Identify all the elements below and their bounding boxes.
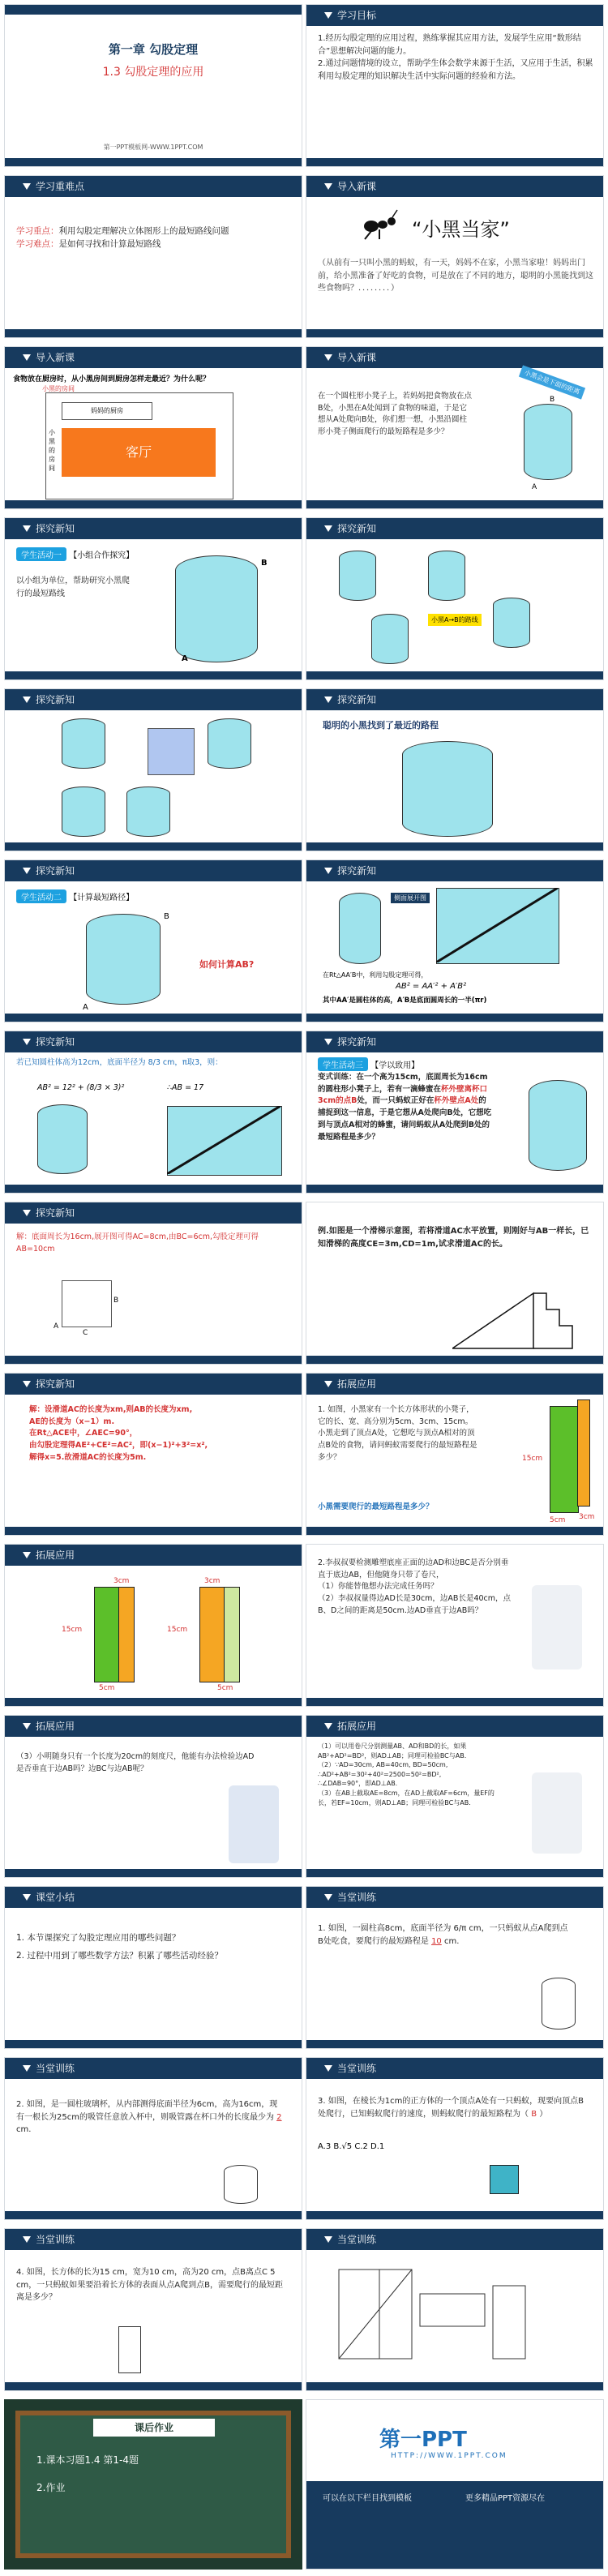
practice3-slide[interactable] bbox=[306, 2057, 604, 2220]
practice-text: 4. 如图，长方体的长为15 cm，宽为10 cm，高为20 cm，点B离点C 5 cm，一只蚂蚁如果要沿着长方体的表面从点A爬到点B，需要爬行的最短距离是多少？ bbox=[16, 2268, 283, 2302]
practice-answer: 2 bbox=[276, 2112, 282, 2122]
footer-bar bbox=[5, 500, 302, 508]
cylinder bbox=[339, 893, 381, 964]
stool-cylinder bbox=[524, 404, 572, 480]
formula-2: ∴AB = 17 bbox=[167, 1083, 204, 1092]
cube bbox=[490, 2165, 519, 2194]
header-text: 探究新知 bbox=[36, 694, 75, 705]
dim-width: 3cm bbox=[579, 1513, 595, 1521]
explore-activity3-slide[interactable] bbox=[306, 1031, 604, 1194]
point-a: A bbox=[54, 1322, 59, 1331]
point-c: C bbox=[83, 1329, 88, 1337]
activity-tag: 学生活动一 bbox=[16, 547, 66, 561]
intro-stool-slide[interactable] bbox=[306, 346, 604, 509]
triangle-icon bbox=[23, 1039, 31, 1045]
extend-statue-slide[interactable] bbox=[306, 1544, 604, 1707]
cylinder bbox=[339, 551, 376, 601]
point-b: B bbox=[261, 559, 268, 568]
ant-icon bbox=[355, 208, 404, 241]
cylinder bbox=[402, 741, 493, 837]
cylinder bbox=[175, 555, 258, 662]
site-credit: 第一PPT模板网-WWW.1PPT.COM bbox=[103, 144, 203, 151]
formula-1: AB² = 12² + (8/3 × 3)² bbox=[37, 1083, 125, 1092]
brand-slide[interactable] bbox=[306, 2399, 604, 2570]
triangle-icon bbox=[23, 183, 31, 190]
cylinder bbox=[493, 598, 530, 648]
q3-text: （3）小明随身只有一个长度为20cm的刻度尺，他能有办法检验边AD是否垂直于边AB吗？边BC与边AB呢？ bbox=[16, 1752, 255, 1773]
solution-text: 解：底面周长为16cm,展开图可得AC=8cm,由BC=6cm,勾股定理可得AB=10cm bbox=[16, 1232, 259, 1254]
practice-answer: B bbox=[531, 2109, 537, 2119]
summary-slide[interactable] bbox=[4, 1886, 302, 2049]
activity-title: 【学以致用】 bbox=[370, 1061, 420, 1070]
unfold-b bbox=[199, 1587, 225, 1682]
dim-height: 15cm bbox=[522, 1455, 543, 1463]
activity-tag: 学生活动二 bbox=[16, 889, 66, 903]
title-top-bar bbox=[5, 5, 302, 15]
slide-diagram bbox=[452, 1277, 582, 1350]
practice-text-end: ） bbox=[539, 2109, 548, 2119]
extend-text: 1. 如图，小黑家有一个长方体形状的小凳子，它的长、宽、高分别为5cm、3cm、15cm。小黑走到了顶点A处，它想吃与顶点A相对的顶点B处的食物，请问蚂蚁需要爬行的最短路程是多少？ bbox=[318, 1405, 477, 1462]
footer-bar bbox=[306, 158, 603, 166]
triangle-icon bbox=[23, 2065, 31, 2072]
extend-q3-slide[interactable] bbox=[4, 1715, 302, 1878]
footer-bar bbox=[5, 2040, 302, 2048]
footer-bar bbox=[306, 329, 603, 337]
goals-slide[interactable] bbox=[306, 4, 604, 167]
slide-header bbox=[5, 2229, 302, 2250]
dim-b-width: 3cm bbox=[204, 1577, 221, 1585]
statue-question: 2.李叔叔要检测雕塑底座正面的边AD和边BC是否分别垂直于底边AB，但他随身只带了卷尺， bbox=[318, 1558, 509, 1579]
title-slide[interactable] bbox=[4, 4, 302, 167]
header-text: 探究新知 bbox=[337, 865, 377, 877]
dim-b-height: 15cm bbox=[167, 1626, 188, 1634]
formula: AB² = AA′² + A′B² bbox=[396, 982, 467, 991]
slide-header bbox=[5, 1545, 302, 1566]
cylinder bbox=[126, 787, 170, 837]
summary-q1: 1. 本节课探究了勾股定理应用的哪些问题？ bbox=[16, 1933, 181, 1943]
triangle-icon bbox=[23, 1723, 31, 1729]
variant-text: 变式训练：在一个高为15cm，底面周长为16cm的圆柱形小凳子上，若有一滴蜂蜜在 bbox=[318, 1073, 488, 1094]
slide-header bbox=[5, 518, 302, 539]
slide-header bbox=[306, 2058, 603, 2079]
key-label: 学习重点： bbox=[16, 226, 59, 236]
solution-line: 由勾股定理得AE²+CE²=AC²，即(x−1)²+3²=x², bbox=[29, 1441, 208, 1451]
answer-line: ∴∠DAB=90°，即AD⊥AB. bbox=[318, 1780, 398, 1788]
slide-header bbox=[306, 1716, 603, 1737]
key-text: 利用勾股定理解决立体图形上的最短路线问题 bbox=[58, 226, 229, 236]
footer-bar bbox=[306, 1185, 603, 1193]
triangle-icon bbox=[324, 1894, 332, 1901]
footer-bar bbox=[5, 1185, 302, 1193]
footer-bar bbox=[5, 1356, 302, 1364]
practice2-slide[interactable] bbox=[4, 2057, 302, 2220]
dim-a-length: 5cm bbox=[99, 1684, 115, 1692]
footer-bar bbox=[5, 2211, 302, 2219]
solution-line: AE的长度为（x−1）m. bbox=[29, 1417, 115, 1426]
footer-bar bbox=[5, 1014, 302, 1022]
triangle-icon bbox=[23, 354, 31, 361]
activity-tag: 学生活动三 bbox=[318, 1057, 368, 1071]
slide-header bbox=[306, 176, 603, 197]
section-title: 1.3 勾股定理的应用 bbox=[102, 66, 204, 79]
brand-url[interactable]: HTTP://WWW.1PPT.COM bbox=[391, 2452, 507, 2460]
footer-bar bbox=[5, 158, 302, 166]
header-text: 课堂小结 bbox=[36, 1892, 75, 1903]
footer-bar bbox=[5, 2382, 302, 2390]
unfold-a bbox=[94, 1587, 120, 1682]
cup-cylinder bbox=[224, 2165, 258, 2204]
header-text: 学习目标 bbox=[337, 10, 377, 21]
homework-slide[interactable] bbox=[4, 2399, 302, 2570]
answer-line: （1）可以用卷尺分别测量AB、AD和BD的长，如果AB²+AD²=BD²，则AD⊥AB；同理可检验BC与AB. bbox=[318, 1742, 467, 1759]
summary-q2: 2. 过程中用到了哪些数学方法？积累了哪些活动经验？ bbox=[16, 1951, 223, 1961]
cylinder bbox=[428, 551, 465, 601]
statue-q2: （2）李叔叔量得边AD长是30cm，边AB长是40cm，点B、D之间的距离是50cm.边AD垂直于边AB吗？ bbox=[318, 1594, 512, 1615]
statue-image bbox=[532, 1772, 582, 1854]
header-text: 当堂训练 bbox=[36, 2063, 75, 2074]
triangle-icon bbox=[23, 1894, 31, 1901]
explore-shortest-slide[interactable] bbox=[306, 688, 604, 851]
triangle-icon bbox=[324, 1039, 332, 1045]
example-text: 例.如图是一个滑梯示意图，若将滑道AC水平放置，则刚好与AB一样长，已知滑梯的高度CE=3m,CD=1m,试求滑道AC的长。 bbox=[318, 1227, 589, 1249]
header-text: 当堂训练 bbox=[36, 2234, 75, 2245]
slide-header bbox=[306, 347, 603, 368]
triangle-icon bbox=[23, 1381, 31, 1387]
explore-unfold-slide[interactable] bbox=[4, 688, 302, 851]
formula-intro: 在Rt△AA′B中，利用勾股定理可得， bbox=[323, 971, 428, 979]
calc-text: 若已知圆柱体高为12cm，底面半径为 8/3 cm，π取3，则： bbox=[16, 1058, 223, 1067]
key-label: 学习难点： bbox=[16, 239, 59, 250]
path-question: 食物放在厨房时，从小黑房间到厨房怎样走最近？为什么呢？ bbox=[13, 375, 211, 384]
header-text: 拓展应用 bbox=[36, 1721, 75, 1732]
header-text: 探究新知 bbox=[36, 865, 75, 877]
dim-b-length: 5cm bbox=[217, 1684, 233, 1692]
practice1-slide[interactable] bbox=[306, 1886, 604, 2049]
practice-options: A.3 B.√5 C.2 D.1 bbox=[318, 2142, 385, 2151]
triangle-icon bbox=[324, 868, 332, 874]
statue-q1: （1）你能替他想办法完成任务吗？ bbox=[318, 1582, 439, 1592]
key-text: 是如何寻找和计算最短路线 bbox=[58, 239, 161, 250]
unfold-b-side bbox=[224, 1587, 240, 1682]
header-text: 导入新课 bbox=[36, 352, 75, 363]
cylinder bbox=[86, 914, 161, 1005]
triangle-icon bbox=[324, 2236, 332, 2243]
slide-header bbox=[306, 860, 603, 881]
cylinder bbox=[208, 718, 251, 769]
triangle-icon bbox=[324, 1381, 332, 1387]
footer-bar bbox=[306, 1869, 603, 1877]
explore-solution-slide[interactable] bbox=[4, 1202, 302, 1365]
footer-bar bbox=[5, 1869, 302, 1877]
triangle-icon bbox=[23, 525, 31, 532]
cylinder bbox=[542, 1978, 576, 2030]
variant-highlight: 杯外壁点A处 bbox=[434, 1096, 479, 1106]
speech-bubble: 小黑会是下面的距离 bbox=[519, 365, 585, 399]
story-text: （从前有一只叫小黑的蚂蚁，有一天，妈妈不在家，小黑当家啦！妈妈出门前，给小黑准备了好吃的食物，可是放在了不同的地方，聪明的小黑能找到这些食物吗？．．．．．．．．） bbox=[318, 259, 593, 293]
practice5-slide[interactable] bbox=[306, 2228, 604, 2391]
header-text: 探究新知 bbox=[36, 1207, 75, 1219]
footer-bar bbox=[306, 2040, 603, 2048]
activity-title: 【小组合作探究】 bbox=[69, 551, 135, 560]
dim-a-width: 3cm bbox=[113, 1577, 130, 1585]
footer-bar bbox=[306, 1698, 603, 1706]
cylinder bbox=[62, 787, 105, 837]
intro-path-slide[interactable] bbox=[4, 346, 302, 509]
explore-calc-slide[interactable] bbox=[4, 1031, 302, 1194]
practice-answer: 10 bbox=[431, 1936, 442, 1946]
extend-answers-slide[interactable] bbox=[306, 1715, 604, 1878]
slide-header bbox=[306, 689, 603, 710]
header-text: 当堂训练 bbox=[337, 2234, 377, 2245]
footer-bar bbox=[306, 671, 603, 679]
slide-header bbox=[306, 1887, 603, 1908]
slide-header bbox=[5, 1716, 302, 1737]
slide-header bbox=[306, 518, 603, 539]
practice-text-end: cm. bbox=[16, 2125, 32, 2134]
practice-text: 1. 如图，一圆柱高8cm，底面半径为 6/π cm，一只蚂蚁从点A爬到点B处吃食，要爬行的最短路程是 bbox=[318, 1924, 568, 1946]
slide-header bbox=[5, 176, 302, 197]
point-b: B bbox=[550, 396, 555, 404]
practice-text-end: cm. bbox=[443, 1936, 460, 1946]
slide-header bbox=[5, 860, 302, 881]
variant-text: 的捕捉到这一信息，于是它想从A处爬向B处，它想吃到与顶点A相对的蜂蜜，请问蚂蚁从A处爬到B处的最短路程是多少？ bbox=[318, 1096, 492, 1142]
slide-header bbox=[5, 2058, 302, 2079]
cylinder bbox=[529, 1080, 587, 1171]
solution-line: 解得x=5.故滑道AC的长度为5m. bbox=[29, 1452, 147, 1462]
practice-diagram bbox=[331, 2261, 566, 2375]
variant-text: 处，而一只蚂蚁正好在 bbox=[357, 1096, 435, 1106]
footer-bar bbox=[5, 1527, 302, 1535]
cylinder bbox=[371, 614, 409, 664]
explore-activity1-slide[interactable] bbox=[4, 517, 302, 680]
answer-line: （3）在AB上截取AE=8cm，在AD上截取AF=6cm，量EF的长，若EF=10cm，则AD⊥AB；同理可检验BC与AB. bbox=[318, 1789, 495, 1807]
header-text: 拓展应用 bbox=[337, 1721, 377, 1732]
header-text: 学习重难点 bbox=[36, 181, 85, 192]
point-b: B bbox=[113, 1297, 119, 1305]
triangle-icon bbox=[23, 1552, 31, 1558]
header-text: 导入新课 bbox=[337, 181, 377, 192]
unfold-rect bbox=[148, 728, 195, 775]
diagonal-path bbox=[436, 888, 558, 962]
brand-logo: 第一PPT bbox=[379, 2428, 467, 2452]
footer-bar bbox=[306, 1014, 603, 1022]
slide-header bbox=[5, 1031, 302, 1052]
solution-line: 解：设滑道AC的长度为xm,则AB的长度为xm, bbox=[29, 1405, 193, 1414]
footer-bar bbox=[306, 1356, 603, 1364]
slide-header bbox=[5, 1374, 302, 1395]
brand-col1: 可以在以下栏目找到模板 bbox=[323, 2494, 412, 2503]
header-text: 探究新知 bbox=[36, 1378, 75, 1390]
slide-header bbox=[5, 1202, 302, 1224]
header-text: 探究新知 bbox=[337, 1036, 377, 1048]
footer-bar bbox=[306, 2211, 603, 2219]
explore-routes-slide[interactable] bbox=[306, 517, 604, 680]
slide-header bbox=[306, 5, 603, 26]
chapter-title: 第一章 勾股定理 bbox=[108, 42, 199, 57]
slide-header bbox=[306, 2229, 603, 2250]
explore-activity2-slide[interactable] bbox=[4, 859, 302, 1022]
practice-text: 3. 如图，在棱长为1cm的正方体的一个顶点A处有一只蚂蚁，现要向顶点B处爬行，已知蚂蚁爬行的速度，则蚂蚁爬行的最短路程为（ bbox=[318, 2097, 584, 2119]
route-label: 小黑A→B的路线 bbox=[428, 614, 482, 626]
footer-bar bbox=[306, 1527, 603, 1535]
footer-bar bbox=[5, 1698, 302, 1706]
answer-line: ∴AD²+AB²=30²+40²=2500=50²=BD², bbox=[318, 1770, 442, 1778]
cylinder bbox=[62, 718, 105, 769]
point-a: A bbox=[83, 1003, 88, 1012]
box-side bbox=[577, 1399, 590, 1507]
bedroom-label: 小黑的房间 bbox=[49, 429, 55, 472]
living-room-box: 客厅 bbox=[62, 428, 216, 477]
unfold-a-side bbox=[118, 1587, 135, 1682]
header-text: 当堂训练 bbox=[337, 1892, 377, 1903]
header-text: 探究新知 bbox=[36, 1036, 75, 1048]
statue-image bbox=[229, 1785, 279, 1863]
slide-header bbox=[5, 689, 302, 710]
triangle-icon bbox=[324, 2065, 332, 2072]
extend-question: 小黑需要爬行的最短路程是多少？ bbox=[318, 1502, 434, 1511]
practice4-slide[interactable] bbox=[4, 2228, 302, 2391]
footer-bar bbox=[306, 2382, 603, 2390]
dim-length: 5cm bbox=[550, 1516, 566, 1524]
point-a: A bbox=[182, 654, 188, 663]
footer-bar bbox=[306, 842, 603, 851]
unfold-rect bbox=[62, 1280, 112, 1327]
footer-bar bbox=[5, 842, 302, 851]
point-a: A bbox=[532, 483, 537, 491]
header-text: 探究新知 bbox=[337, 523, 377, 534]
triangle-icon bbox=[324, 697, 332, 703]
extend-unfold-slide[interactable] bbox=[4, 1544, 302, 1707]
slide-header bbox=[5, 1887, 302, 1908]
answer-line: （2）∵AD=30cm, AB=40cm, BD=50cm, bbox=[318, 1761, 448, 1769]
footer-bar bbox=[5, 671, 302, 679]
cuboid bbox=[118, 2326, 141, 2373]
statue-image bbox=[532, 1585, 582, 1669]
practice-text: 2. 如图，是一圆柱玻璃杯，从内部测得底面半径为6cm，高为16cm，现有一根长为25cm的吸管任意放入杯中，则吸管露在杯口外的长度最少为 bbox=[16, 2100, 278, 2122]
example-slide[interactable] bbox=[306, 1202, 604, 1365]
triangle-icon bbox=[324, 525, 332, 532]
unfold-label: 侧面展开图 bbox=[391, 893, 430, 903]
triangle-icon bbox=[324, 12, 332, 19]
triangle-icon bbox=[23, 2236, 31, 2243]
story-title: “小黑当家” bbox=[412, 218, 510, 241]
diagonal-path bbox=[167, 1106, 280, 1174]
triangle-icon bbox=[23, 697, 31, 703]
extend-box-slide[interactable] bbox=[306, 1373, 604, 1536]
slide-header bbox=[306, 1031, 603, 1052]
triangle-icon bbox=[23, 1210, 31, 1216]
dim-a-height: 15cm bbox=[62, 1626, 83, 1634]
footer-bar bbox=[5, 329, 302, 337]
header-text: 拓展应用 bbox=[337, 1378, 377, 1390]
explore-formula-slide[interactable] bbox=[306, 859, 604, 1022]
brand-col2: 更多精品PPT资源尽在 bbox=[465, 2494, 546, 2503]
formula-note: 其中AA′是圆柱体的高，A′B是底面圆周长的一半(πr) bbox=[323, 997, 487, 1005]
activity-text: 以小组为单位，帮助研究小黑爬行的最短路线 bbox=[16, 576, 130, 598]
kitchen-box: 妈妈的厨房 bbox=[62, 402, 152, 420]
cylinder bbox=[37, 1104, 88, 1174]
homework-title: 课后作业 bbox=[93, 2419, 215, 2437]
header-text: 导入新课 bbox=[337, 352, 377, 363]
homework-item-2: 2.作业 bbox=[36, 2482, 66, 2493]
variant-highlight: 杯外壁离杯口3cm的点B bbox=[318, 1084, 488, 1106]
intro-story-slide[interactable] bbox=[306, 175, 604, 338]
header-text: 当堂训练 bbox=[337, 2063, 377, 2074]
shortest-text: 聪明的小黑找到了最近的路程 bbox=[323, 720, 439, 731]
footer-bar bbox=[306, 500, 603, 508]
header-text: 探究新知 bbox=[337, 694, 377, 705]
homework-item-1: 1.课本习题1.4 第1-4题 bbox=[36, 2454, 139, 2466]
box-front bbox=[550, 1406, 579, 1513]
goal-1: 1.经历勾股定理的应用过程，熟练掌握其应用方法，发展学生应用“数形结合”思想解决问题的能力。 bbox=[318, 34, 581, 56]
slide-header bbox=[5, 347, 302, 368]
room-label: 小黑的房间 bbox=[42, 385, 75, 392]
calc-question: 如何计算AB? bbox=[199, 959, 255, 970]
triangle-icon bbox=[324, 354, 332, 361]
goal-2: 2.通过问题情境的设立，帮助学生体会数学来源于生活，又应用于生活，积累利用勾股定理的知识解决生活中实际问题的经验和方法。 bbox=[318, 59, 593, 81]
slide-header bbox=[306, 1374, 603, 1395]
header-text: 探究新知 bbox=[36, 523, 75, 534]
triangle-icon bbox=[324, 183, 332, 190]
point-b: B bbox=[164, 912, 169, 921]
keypoints-slide[interactable] bbox=[4, 175, 302, 338]
stool-question: 在一个圆柱形小凳子上，若妈妈把食物放在点B处，小黑在A处闻到了食物的味道，于是它想从A处爬向B处，你们想一想，小黑沿圆柱形小凳子侧面爬行的最短路程是多少？ bbox=[318, 392, 473, 437]
activity-title: 【计算最短路径】 bbox=[69, 894, 135, 902]
triangle-icon bbox=[324, 1723, 332, 1729]
solution-line: 在Rt△ACE中，∠AEC=90°， bbox=[29, 1429, 138, 1438]
triangle-icon bbox=[23, 868, 31, 874]
header-text: 拓展应用 bbox=[36, 1549, 75, 1561]
explore-slide-solution[interactable] bbox=[4, 1373, 302, 1536]
